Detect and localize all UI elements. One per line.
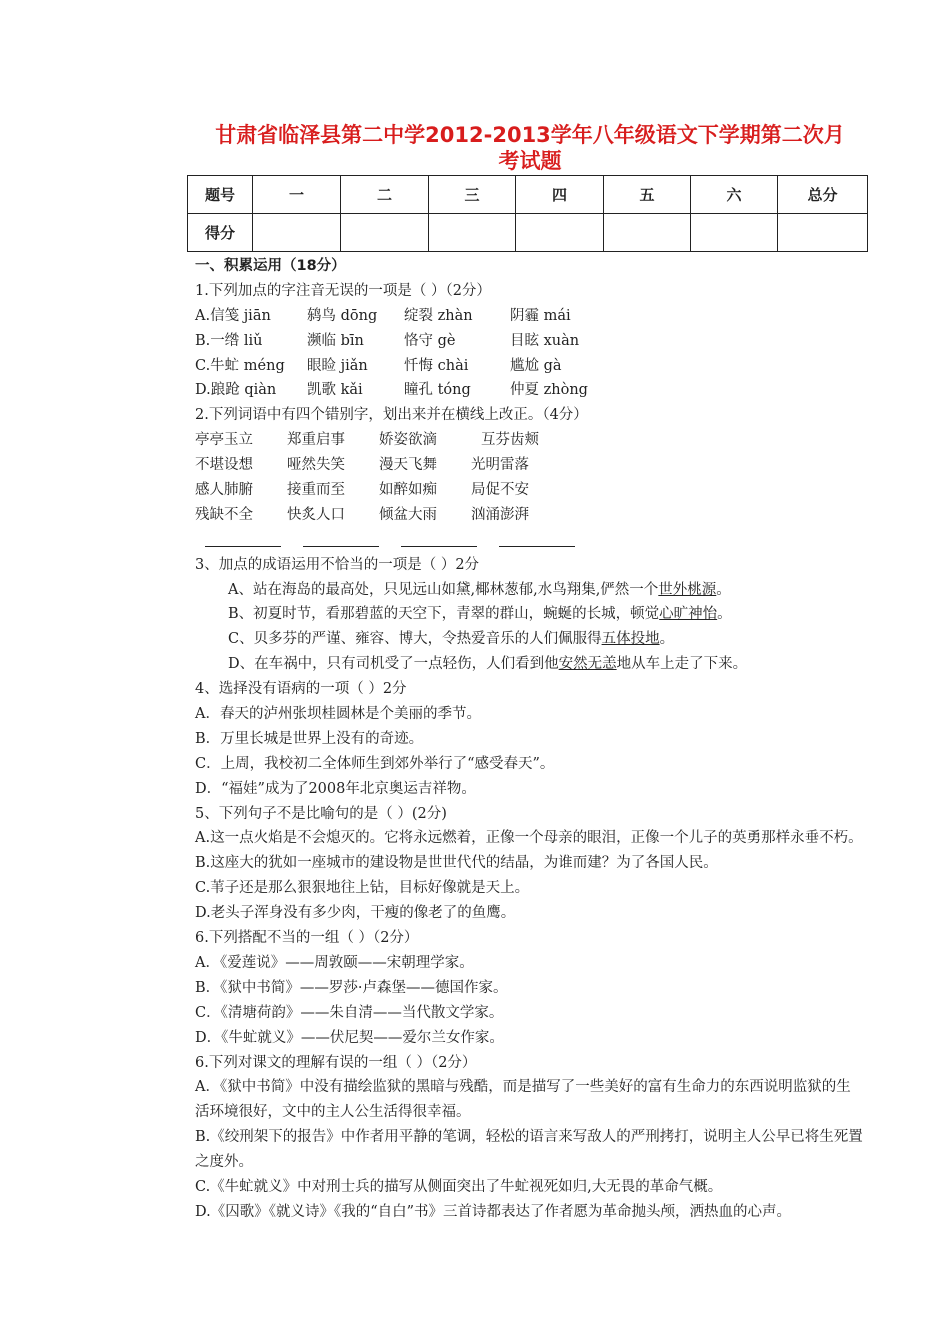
option-text: D、在车祸中，只有司机受了一点轻伤，人们看到他: [228, 656, 559, 673]
idiom-underlined: 心旷神怡: [659, 606, 718, 623]
question-2-row: [195, 428, 865, 453]
question-5-stem: 5、下列句子不是比喻句的是（ ）(2分): [195, 805, 447, 822]
question-1-stem: 1.下列加点的字注音无误的一项是（ ）（2分）: [195, 282, 491, 299]
score-cell[interactable]: [778, 214, 868, 252]
score-table: [187, 175, 868, 252]
option-item: 瞳孔 tóng: [404, 382, 471, 399]
question-3-stem: 3、加点的成语运用不恰当的一项是（ ）2分: [195, 556, 480, 573]
header-cell: 六: [691, 176, 778, 214]
option-item: 目眩 xuàn: [510, 332, 580, 349]
section-heading: 一、积累运用（18分）: [195, 258, 346, 274]
question-5-option-c: C.苇子还是那么狠狠地往上钻，目标好像就是天上。: [195, 880, 530, 897]
option-text: C、贝多芬的严谨、雍容、博大，令热爱音乐的人们佩服得: [228, 631, 602, 648]
word-item: 感人肺腑: [195, 482, 253, 499]
header-cell: 四: [516, 176, 604, 214]
question-6a-option-b: B．《狱中书简》——罗莎·卢森堡——德国作家。: [195, 979, 508, 996]
option-item: 绽裂 zhàn: [404, 307, 473, 324]
question-6a-option-a: A．《爱莲说》——周敦颐——宋朝理学家。: [195, 954, 474, 971]
idiom-underlined: 世外桃源: [658, 581, 717, 598]
question-1-option-b: [195, 329, 865, 354]
option-item: 阴霾 mái: [510, 307, 571, 324]
question-6b-option-d: D.《囚歌》《就义诗》《我的“自白”书》三首诗都表达了作者愿为革命抛头颅，洒热血的心声。: [195, 1203, 792, 1220]
word-item: 如醉如痴: [379, 482, 437, 499]
word-item: 汹涌澎湃: [471, 506, 529, 523]
word-item: 光明雷落: [471, 457, 529, 474]
question-1-option-d: [195, 378, 865, 403]
answer-blank[interactable]: [205, 532, 281, 547]
answer-blanks: [195, 528, 865, 553]
header-cell: 总分: [778, 176, 868, 214]
option-item: 恪守 gè: [404, 332, 456, 349]
question-3-option-a: [195, 578, 865, 603]
question-5-option-a: A.这一点火焰是不会熄灭的。它将永远燃着，正像一个母亲的眼泪，正像一个儿子的英勇那样永垂不朽。: [195, 830, 863, 847]
question-2-row: [195, 503, 865, 528]
word-item: 亭亭玉立: [195, 432, 253, 449]
option-text: 地从车上走了下来。: [616, 656, 748, 673]
title-line-2: 考试题: [498, 149, 562, 173]
question-4-option-d: D．“福娃”成为了2008年北京奥运吉祥物。: [195, 780, 476, 797]
option-item: D.踉跄 qiàn: [195, 382, 277, 399]
idiom-underlined: 五体投地: [601, 631, 660, 648]
option-text: 。: [659, 631, 675, 648]
option-item: A.信笺 jiān: [195, 307, 271, 324]
header-cell: 三: [429, 176, 516, 214]
header-cell: 题号: [188, 176, 253, 214]
option-text: 。: [717, 606, 732, 623]
word-item: 漫天飞舞: [379, 457, 437, 474]
question-6b-stem: 6.下列对课文的理解有误的一组（ ）（2分）: [195, 1054, 477, 1071]
question-5-option-b: B.这座大的犹如一座城市的建设物是世世代代的结晶，为谁而建？为了各国人民。: [195, 855, 718, 872]
score-cell[interactable]: [691, 214, 778, 252]
question-2-row: [195, 453, 865, 478]
option-item: 凯歌 kǎi: [307, 382, 363, 399]
option-item: 仲夏 zhòng: [510, 382, 588, 399]
question-5-option-d: D.老头子浑身没有多少肉，干瘦的像老了的鱼鹰。: [195, 905, 516, 922]
header-cell: 二: [341, 176, 429, 214]
word-item: 局促不安: [471, 482, 529, 499]
word-item: 娇姿欲滴: [379, 432, 437, 449]
word-item: 哑然失笑: [287, 457, 345, 474]
score-table-score-row: [188, 214, 868, 252]
question-1-option-a: [195, 304, 865, 329]
word-item: 郑重启事: [287, 432, 345, 449]
word-item: 倾盆大雨: [379, 506, 437, 523]
header-cell: 一: [253, 176, 341, 214]
question-3-option-d: [195, 652, 865, 677]
question-2-row: [195, 478, 865, 503]
question-6b-option-b: B.《绞刑架下的报告》中作者用平静的笔调，轻松的语言来写敌人的严刑拷打，说明主人公早已将生死置之度外。: [195, 1129, 863, 1171]
question-3-option-c: [195, 627, 865, 652]
option-item: 尴尬 gà: [510, 357, 562, 374]
score-cell[interactable]: [253, 214, 341, 252]
option-text: 。: [716, 581, 731, 598]
question-3-option-b: [195, 602, 865, 627]
question-4-option-a: A．春天的泸州张坝桂圆林是个美丽的季节。: [195, 706, 481, 723]
question-2-stem: 2.下列词语中有四个错别字，划出来并在横线上改正。（4分）: [195, 407, 588, 424]
word-item: 互芬齿颊: [481, 432, 539, 449]
exam-content: [195, 254, 865, 1225]
idiom-underlined: 安然无恙: [558, 656, 617, 673]
score-table-header-row: [188, 176, 868, 214]
question-4-option-c: C．上周，我校初二全体师生到郊外举行了“感受春天”。: [195, 755, 555, 772]
question-6a-option-c: C．《清塘荷韵》——朱自清——当代散文学家。: [195, 1004, 504, 1021]
header-cell: 五: [604, 176, 691, 214]
option-text: A、站在海岛的最高处，只见远山如黛,椰林葱郁,水鸟翔集,俨然一个: [228, 581, 659, 598]
question-6b-option-c: C.《牛虻就义》中对刑士兵的描写从侧面突出了牛虻视死如归,大无畏的革命气概。: [195, 1179, 723, 1196]
score-cell[interactable]: [341, 214, 429, 252]
score-cell[interactable]: [429, 214, 516, 252]
exam-title: [190, 122, 870, 174]
word-item: 快炙人口: [287, 506, 345, 523]
question-4-stem: 4、选择没有语病的一项（ ）2分: [195, 681, 407, 698]
title-line-1: 甘肃省临泽县第二中学2012-2013学年八年级语文下学期第二次月: [215, 123, 845, 147]
answer-blank[interactable]: [499, 532, 575, 547]
score-cell[interactable]: [516, 214, 604, 252]
word-item: 不堪设想: [195, 457, 253, 474]
option-item: 濒临 bīn: [307, 332, 364, 349]
question-6a-option-d: D．《牛虻就义》——伏尼契——爱尔兰女作家。: [195, 1029, 504, 1046]
question-6b-option-a: A．《狱中书简》中没有描绘监狱的黑暗与残酷，而是描写了一些美好的富有生命力的东西说明监狱的生活环境很好，文中的主人公生活得很幸福。: [195, 1079, 851, 1121]
row-label: 得分: [188, 214, 253, 252]
option-item: 眼睑 jiǎn: [307, 357, 368, 374]
question-1-option-c: [195, 354, 865, 379]
answer-blank[interactable]: [401, 532, 477, 547]
option-item: B.一绺 liǔ: [195, 332, 263, 349]
option-text: B、初夏时节，看那碧蓝的天空下，青翠的群山，蜿蜒的长城，顿觉: [228, 606, 660, 623]
word-item: 接重而至: [287, 482, 345, 499]
question-6a-stem: 6.下列搭配不当的一组（ ）（2分）: [195, 930, 419, 947]
answer-blank[interactable]: [303, 532, 379, 547]
word-item: 残缺不全: [195, 506, 253, 523]
option-item: 鸫鸟 dōng: [307, 307, 378, 324]
question-4-option-b: B．万里长城是世界上没有的奇迹。: [195, 730, 424, 747]
score-cell[interactable]: [604, 214, 691, 252]
option-item: C.牛虻 méng: [195, 357, 285, 374]
option-item: 忏悔 chài: [404, 357, 469, 374]
